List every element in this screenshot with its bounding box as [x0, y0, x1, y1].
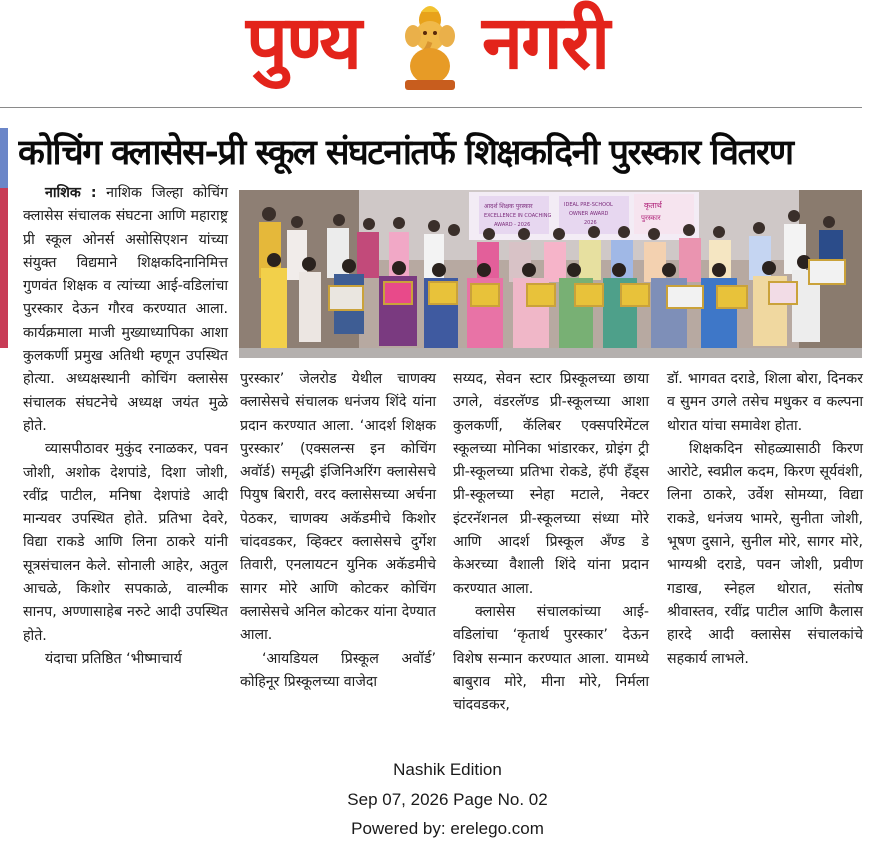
banner-text-1: आदर्श शिक्षक पुरस्कार — [484, 203, 533, 210]
paragraph-1: नाशिक जिल्हा कोचिंग क्लासेस संचालक संघटना आणि महाराष्ट्र प्री स्कूल ओनर्स असोसिएशन यांच्या संयुक्त विद्यमाने शिक्षकदिनानिमित्त गुणवंत शिक्षक व त्यांच्या आई-वडिलांचा पुरस्कार देऊन गौरव करण्यात आला. कार्यक्रमाला माजी मुख्याध्यापिका आशा कुलकर्णी प्रमुख अतिथी म्हणून उपस्थित होत्या. अध्यक्षस्थानी कोचिंग क्लासेस संचालक संघटनेचे अध्यक्ष जयंत मुळे होते. — [23, 185, 228, 434]
banner-text-8: पुरस्कार — [641, 214, 661, 222]
neighbour-image-strip-top — [0, 128, 8, 188]
award-ceremony-photo — [239, 190, 862, 358]
paragraph-6: सय्यद, सेवन स्टार प्रिस्कूलच्या छाया उगले, वंडरलॅण्ड प्री-स्कूलच्या आशा कुलकर्णी, कॅलिबर एक्सपरिमेंटल स्कूलच्या मोनिका भांडारकर, ग्रोइंग ट्री प्री-स्कूलच्या प्रतिभा रोकडे, हॅपी हँड्स प्री-स्कूलच्या स्नेहा मटाले, नेक्टर इंटरनॅशनल प्री-स्कूलच्या संध्या मोरे आणि आदर्श प्रिस्कूल अँण्ड डे केअरच्या वैशाली शिंदे यांना प्रदान करण्यात आला. — [453, 371, 649, 597]
ganesha-logo-icon — [395, 4, 465, 94]
dateline: नाशिक : — [45, 185, 97, 201]
banner-text-2: EXCELLENCE IN COACHING — [484, 213, 552, 219]
date-page-label: Sep 07, 2026 Page No. 02 — [347, 790, 548, 809]
edition-label: Nashik Edition — [393, 760, 502, 779]
masthead — [0, 0, 895, 108]
banner-text-7: कृतार्थ — [644, 201, 662, 210]
article-column-3 — [453, 368, 649, 717]
paragraph-5: ‘आयडियल प्रिस्कूल अवॉर्ड’ कोहिनूर प्रिस्कूलच्या वाजेदा — [240, 650, 436, 690]
article-column-4 — [667, 368, 863, 671]
paragraph-4: पुरस्कार’ जेलरोड येथील चाणक्य क्लासेसचे संचालक धनंजय शिंदे यांना प्रदान करण्यात आला. ‘आदर्श शिक्षक पुरस्कार’ (एक्सलन्स इन कोचिंग अवॉर्ड) समृद्धी इंजिनिअरिंग क्लासेसचे पियुष बिरारी, वरद क्लासेसच्या अर्चना पेठकर, चाणक्य अकॅडमीचे किशोर चांदवडकर, व्हिक्टर क्लासेसचे दुर्गेश तिवारी, एनलायटन युनिक अकॅडमीचे सागर मोरे आणि कोटकर कोचिंग क्लासेसचे अनिल कोटकर यांना देण्यात आला. — [240, 371, 436, 644]
masthead-word-right: नगरी — [482, 0, 609, 86]
headline: कोचिंग क्लासेस-प्री स्कूल संघटनांतर्फे शिक्षकदिनी पुरस्कार वितरण — [18, 133, 793, 173]
article-column-1 — [23, 182, 228, 671]
paragraph-2: व्यासपीठावर मुकुंद रनाळकर, पवन जोशी, अशोक देशपांडे, दिशा जोशी, रवींद्र पाटील, मनिषा देशपांडे आदी मान्यवर उपस्थित होते. प्रतिभा देवरे, विद्या राकडे आणि लिना ठाकरे यांनी सूत्रसंचालन केले. सोनाली आहेर, अतुल आचळे, किशोर सपकाळे, वाल्मीक सानप, अण्णासाहेब नरुटे आदी उपस्थित होते. — [23, 441, 228, 644]
banner-text-5: OWNER AWARD — [569, 211, 609, 217]
banner-text-4: IDEAL PRE-SCHOOL — [564, 202, 613, 208]
paragraph-3: यंदाचा प्रतिष्ठित ‘भीष्माचार्य — [45, 650, 182, 667]
paragraph-9: शिक्षकदिन सोहळ्यासाठी किरण आरोटे, स्वप्नील कदम, किरण सूर्यवंशी, लिना ठाकरे, उर्वेश सोमय्या, विद्या राकडे, धनंजय भामरे, सुनीता जोशी, भूषण दुसाने, सुनील मोरे, सागर मोरे, भाग्यश्री दराडे, पवन जोशी, प्रवीण गडाख, स्नेहल थोरात, संतोष श्रीवास्तव, रवींद्र पाटील आणि कैलास हारदे आदी क्लासेस संचालकांचे सहकार्य लाभले. — [667, 440, 863, 667]
banner-text-3: AWARD - 2026 — [494, 222, 531, 228]
paragraph-7: क्लासेस संचालकांच्या आई-वडिलांचा ‘कृतार्थ पुरस्कार’ देऊन विशेष सन्मान करण्यात आला. यामध्ये बाबुराव मोरे, मीना मोरे, निर्मला चांदवडकर, — [453, 603, 649, 714]
article-column-2 — [240, 368, 436, 694]
paragraph-8: डॉ. भागवत दराडे, शिला बोरा, दिनकर व सुमन उगले तसेच मधुकर व कल्पना थोरात यांचा समावेश होता. — [667, 371, 863, 434]
banner-text-6: 2026 — [584, 220, 597, 226]
masthead-divider — [0, 107, 862, 108]
masthead-word-left: पुण्य — [246, 0, 361, 86]
powered-by-label: Powered by: erelego.com — [351, 819, 544, 838]
